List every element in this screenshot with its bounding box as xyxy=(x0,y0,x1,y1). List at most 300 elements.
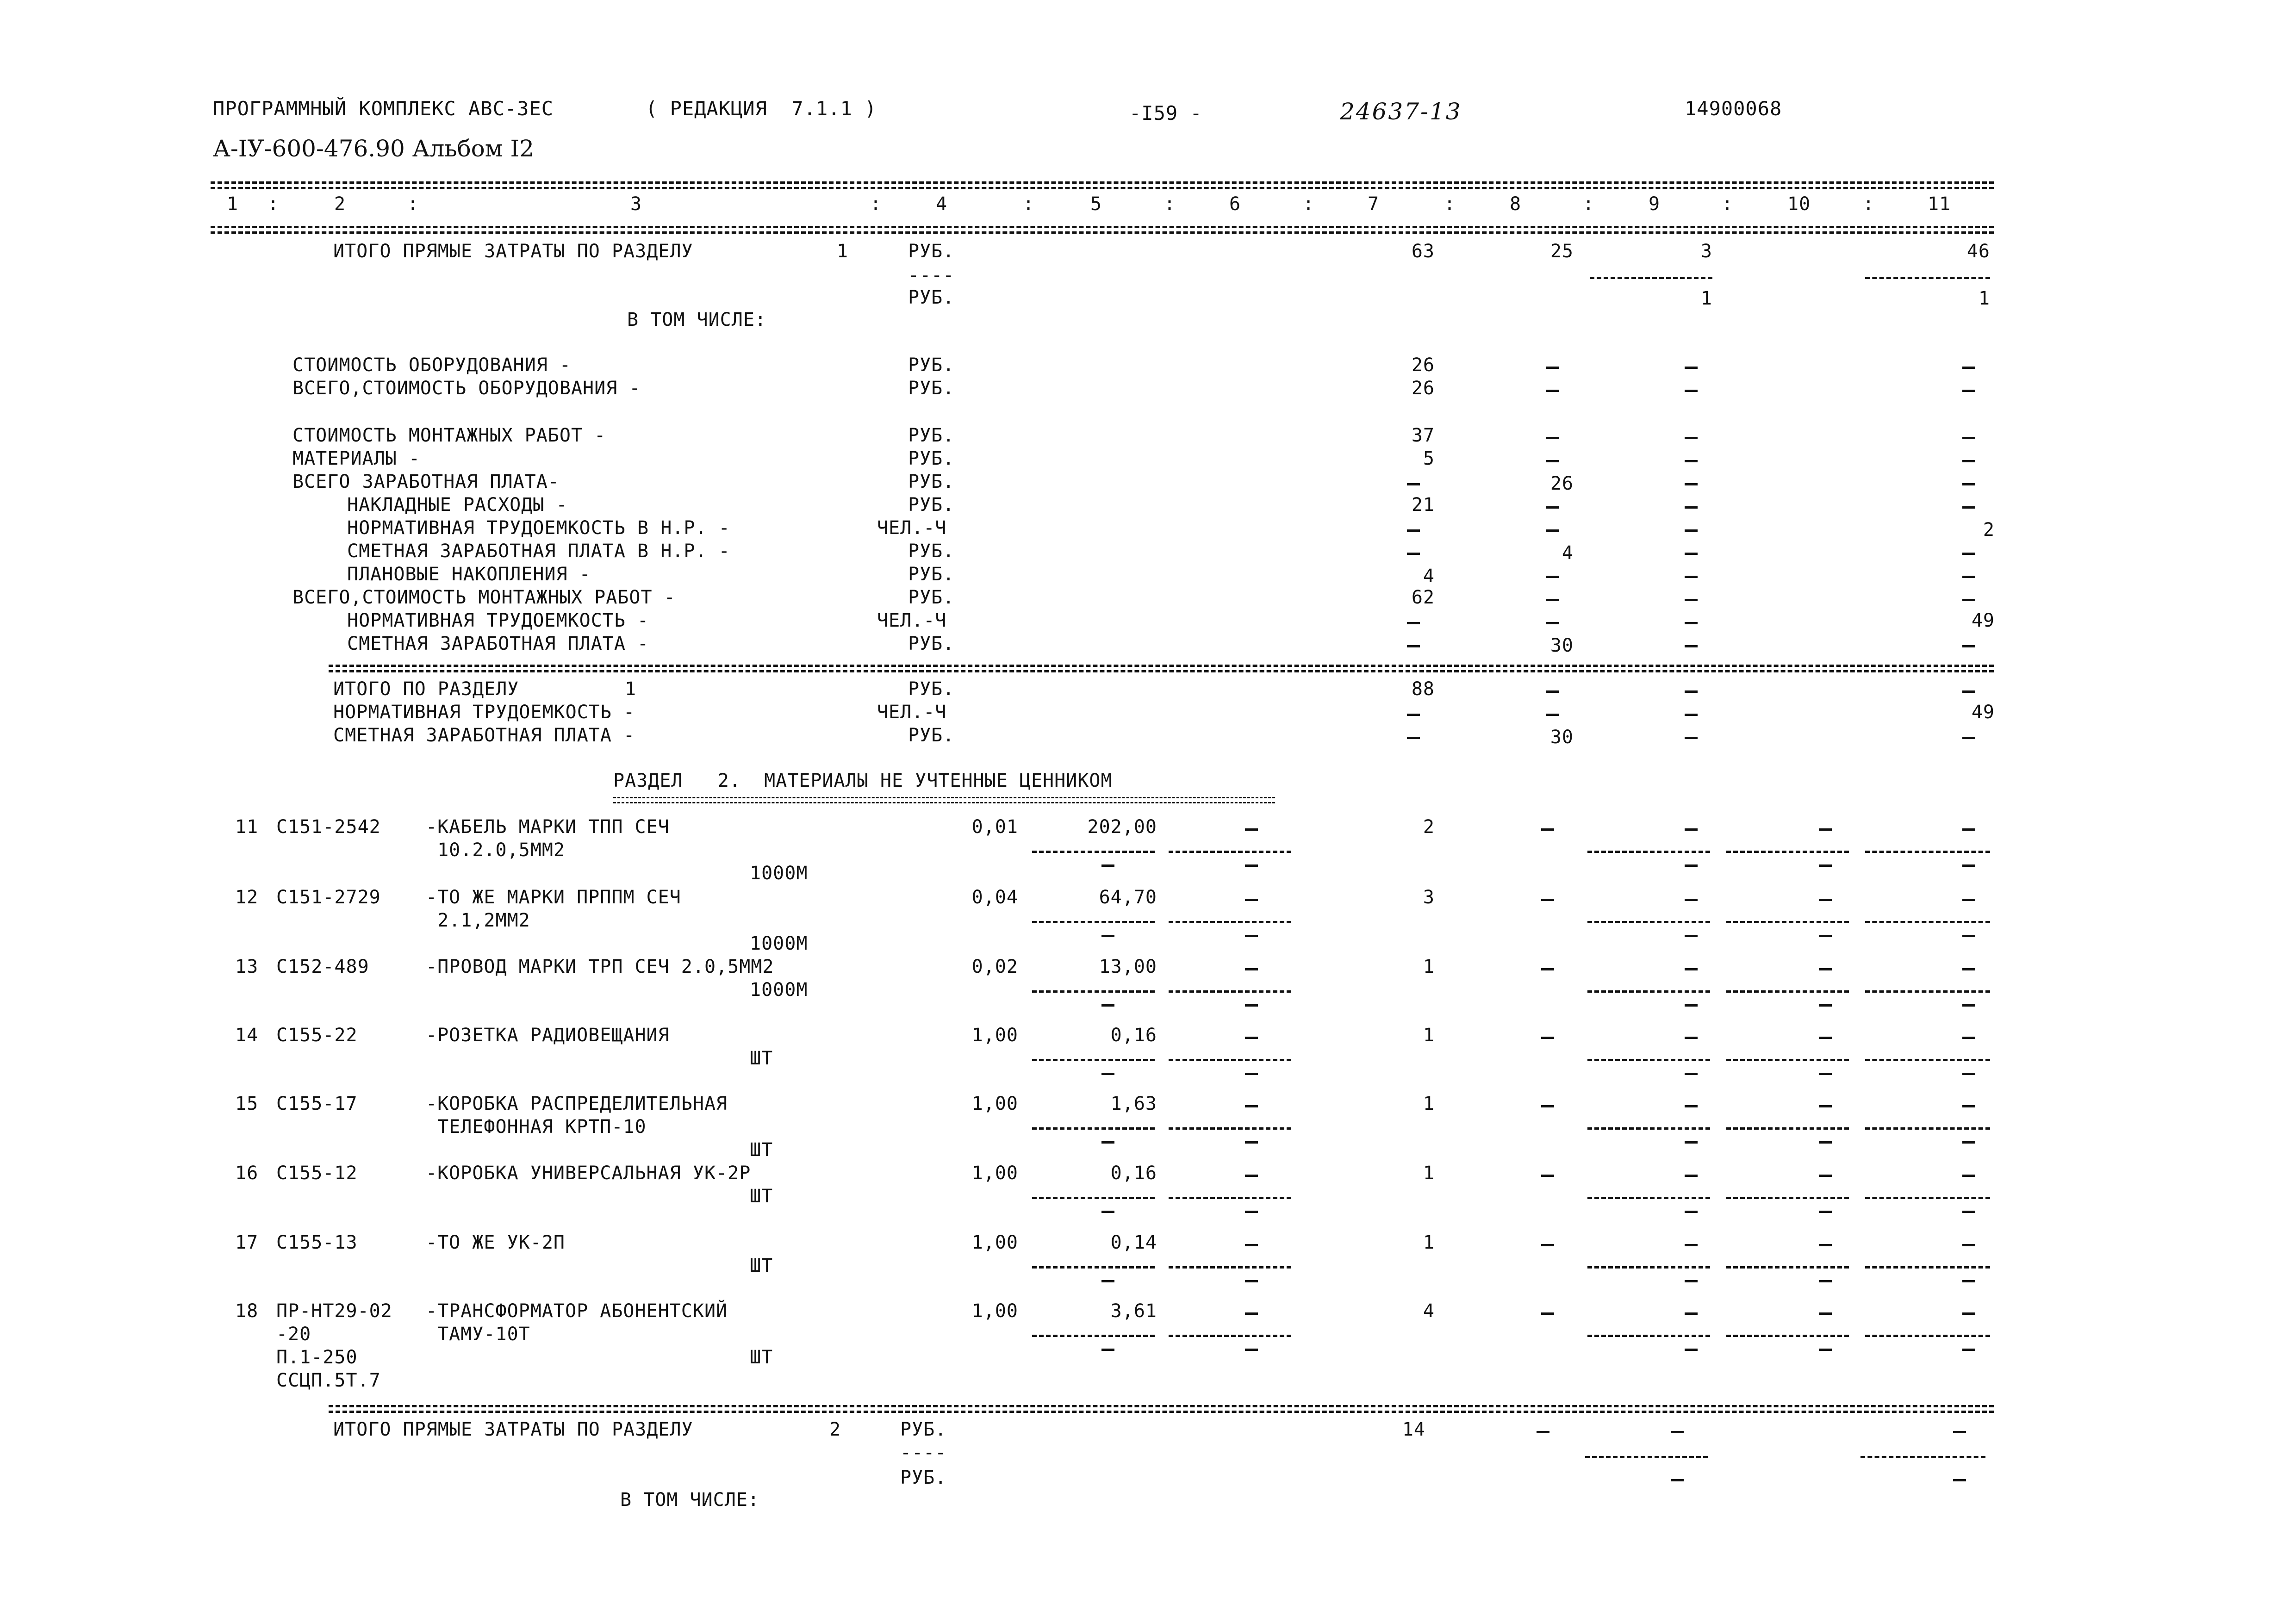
sub-rule xyxy=(1587,1059,1710,1061)
row-c11: 2 xyxy=(1983,519,1995,541)
dash xyxy=(1819,1073,1832,1075)
dash xyxy=(1245,1175,1258,1177)
dash xyxy=(1546,367,1559,369)
dash xyxy=(1819,968,1832,970)
row-c7: 21 xyxy=(1411,494,1435,516)
dash xyxy=(1245,1312,1258,1315)
dash xyxy=(1685,1004,1698,1007)
item-c7: 4 xyxy=(1423,1300,1435,1322)
row-unit: РУБ. xyxy=(908,633,955,654)
sub-rule xyxy=(1860,1456,1985,1458)
dash xyxy=(1245,935,1258,937)
section1-wage-label: СМЕТНАЯ ЗАРАБОТНАЯ ПЛАТА - xyxy=(333,725,635,746)
row-c7: 37 xyxy=(1411,425,1435,446)
item-name-1: -РОЗЕТКА РАДИОВЕЩАНИЯ xyxy=(426,1025,670,1046)
section1-total-rule xyxy=(329,665,1994,667)
item-c7: 2 xyxy=(1423,816,1435,838)
item-name-1: -ТО ЖЕ УК-2П xyxy=(426,1232,565,1253)
dash xyxy=(1962,828,1975,831)
item-name-2: 10.2.0,5ММ2 xyxy=(426,839,565,861)
section1-sub-c9: 1 xyxy=(1700,288,1712,309)
section1-sub-unit: РУБ. xyxy=(908,287,955,308)
dash xyxy=(1245,1105,1258,1107)
dash xyxy=(1685,1141,1698,1144)
row-c7: 4 xyxy=(1423,566,1435,587)
item-unit: 1000М xyxy=(750,863,808,884)
sub-rule xyxy=(1865,1127,1990,1130)
sub-rule xyxy=(1032,921,1155,923)
dash xyxy=(1819,1037,1832,1039)
item-price: 0,16 xyxy=(1110,1025,1157,1046)
row-unit: ЧЕЛ.-Ч xyxy=(877,610,947,631)
album-title: А-IУ-600-476.90 Альбом I2 xyxy=(213,135,535,162)
dash xyxy=(1245,1349,1258,1351)
dash xyxy=(1407,553,1420,555)
dash xyxy=(1819,1349,1832,1351)
row-label: СТОИМОСТЬ МОНТАЖНЫХ РАБОТ - xyxy=(292,425,606,446)
section1-sum-label: ИТОГО ПО РАЗДЕЛУ xyxy=(333,678,519,700)
item-code: С155-22 xyxy=(276,1025,358,1046)
dash xyxy=(1962,1349,1975,1351)
sub-rule xyxy=(1865,1197,1990,1199)
sub-rule xyxy=(1587,1127,1710,1130)
sub-rule xyxy=(1169,1127,1291,1130)
dash xyxy=(1245,1073,1258,1075)
row-c7: 26 xyxy=(1411,378,1435,399)
col-header-3: 3 xyxy=(630,193,642,215)
item-qty: 0,02 xyxy=(971,956,1018,977)
dash xyxy=(1685,483,1698,485)
item-name-1: -КАБЕЛЬ МАРКИ ТПП СЕЧ xyxy=(426,816,670,838)
row-unit: РУБ. xyxy=(908,494,955,516)
item-name-1: -КОРОБКА УНИВЕРСАЛЬНАЯ УК-2Р xyxy=(426,1163,751,1184)
section1-sum-num: 1 xyxy=(625,678,637,700)
sub-rule xyxy=(1865,1059,1990,1061)
sub-rule xyxy=(1032,1266,1155,1269)
section1-including: В ТОМ ЧИСЛЕ: xyxy=(627,309,766,330)
sub-rule xyxy=(1590,277,1712,279)
dash xyxy=(1541,968,1554,970)
dash xyxy=(1962,899,1975,901)
dash xyxy=(1245,828,1258,831)
item-name-2: 2.1,2ММ2 xyxy=(426,910,530,931)
dash xyxy=(1546,390,1559,392)
dash xyxy=(1245,1211,1258,1213)
item-qty: 0,04 xyxy=(971,887,1018,908)
sub-rule xyxy=(1865,990,1990,993)
col-sep: : xyxy=(1583,193,1595,215)
item-code: С155-13 xyxy=(276,1232,358,1253)
section1-total-c11: 46 xyxy=(1966,241,1990,262)
dash xyxy=(1685,864,1698,867)
dash xyxy=(1962,1105,1975,1107)
row-unit: РУБ. xyxy=(908,564,955,585)
sub-rule xyxy=(1587,990,1710,993)
row-unit: ЧЕЛ.-Ч xyxy=(877,517,947,539)
item-c7: 1 xyxy=(1423,1025,1435,1046)
dash xyxy=(1962,968,1975,970)
item-num: 14 xyxy=(235,1025,259,1046)
dash xyxy=(1962,437,1975,439)
dash xyxy=(1546,576,1559,578)
col-header-4: 4 xyxy=(936,193,948,215)
row-label: СМЕТНАЯ ЗАРАБОТНАЯ ПЛАТА - xyxy=(347,633,649,654)
item-c7: 1 xyxy=(1423,1163,1435,1184)
dash xyxy=(1407,529,1420,532)
item-price: 1,63 xyxy=(1110,1093,1157,1114)
dash xyxy=(1962,506,1975,509)
dash xyxy=(1819,1211,1832,1213)
row-c11: 49 xyxy=(1971,610,1995,631)
sub-rule xyxy=(1032,851,1155,853)
dash xyxy=(1685,390,1698,392)
sub-rule xyxy=(1032,1335,1155,1337)
dash xyxy=(1101,1004,1114,1007)
section2-total-rule-2 xyxy=(329,1411,1994,1413)
dash xyxy=(1685,576,1698,578)
section2-sub-unit: РУБ. xyxy=(900,1467,947,1488)
item-code: С151-2729 xyxy=(276,887,381,908)
row-label: СТОИМОСТЬ ОБОРУДОВАНИЯ - xyxy=(292,354,571,376)
section2-title: РАЗДЕЛ 2. МАТЕРИАЛЫ НЕ УЧТЕННЫЕ ЦЕННИКОМ xyxy=(613,770,1113,791)
row-unit: РУБ. xyxy=(908,471,955,492)
sub-rule xyxy=(1726,851,1849,853)
section1-total-rule-2 xyxy=(329,670,1994,672)
sub-rule xyxy=(1726,1059,1849,1061)
item-qty: 1,00 xyxy=(971,1093,1018,1114)
row-unit: РУБ. xyxy=(908,425,955,446)
dash xyxy=(1962,935,1975,937)
item-num: 16 xyxy=(235,1163,259,1184)
item-code: С155-12 xyxy=(276,1163,358,1184)
item-unit: ШТ xyxy=(750,1255,773,1276)
dash xyxy=(1546,714,1559,716)
dash xyxy=(1101,1349,1114,1351)
row-label: ПЛАНОВЫЕ НАКОПЛЕНИЯ - xyxy=(347,564,591,585)
item-name-1: -ПРОВОД МАРКИ ТРП СЕЧ 2.0,5ММ2 xyxy=(426,956,774,977)
doc-code: 14900068 xyxy=(1685,97,1782,120)
sub-rule xyxy=(1587,1335,1710,1337)
dash xyxy=(1962,864,1975,867)
dash xyxy=(1541,1244,1554,1246)
section1-total-c7: 63 xyxy=(1411,241,1435,262)
item-name-2: ТАМУ-10Т xyxy=(426,1324,530,1345)
dash xyxy=(1546,622,1559,624)
dash xyxy=(1962,460,1975,462)
dash xyxy=(1685,1349,1698,1351)
sub-rule xyxy=(1169,851,1291,853)
section2-total-c8-dash xyxy=(1537,1431,1549,1433)
col-header-1: 1 xyxy=(227,193,239,215)
dash xyxy=(1685,1280,1698,1282)
section2-sub-unit-mark: ---- xyxy=(900,1442,947,1463)
item-price: 202,00 xyxy=(1087,816,1157,838)
section1-total-num: 1 xyxy=(837,241,849,262)
col-sep: : xyxy=(1023,193,1035,215)
col-sep: : xyxy=(1863,193,1875,215)
item-c7: 1 xyxy=(1423,1093,1435,1114)
dash xyxy=(1819,1175,1832,1177)
item-code: С152-489 xyxy=(276,956,369,977)
item-c7: 1 xyxy=(1423,1232,1435,1253)
row-label: ВСЕГО,СТОИМОСТЬ ОБОРУДОВАНИЯ - xyxy=(292,378,641,399)
dash xyxy=(1962,1175,1975,1177)
sub-rule xyxy=(1587,851,1710,853)
dash xyxy=(1685,1175,1698,1177)
section2-sub-c9-dash xyxy=(1671,1479,1684,1481)
dash xyxy=(1962,1037,1975,1039)
dash xyxy=(1685,529,1698,532)
row-label: НОРМАТИВНАЯ ТРУДОЕМКОСТЬ - xyxy=(347,610,649,631)
dash xyxy=(1962,390,1975,392)
dash xyxy=(1819,1141,1832,1144)
dash xyxy=(1407,737,1420,739)
dash xyxy=(1245,1004,1258,1007)
item-c7: 1 xyxy=(1423,956,1435,977)
dash xyxy=(1245,1244,1258,1246)
item-price: 3,61 xyxy=(1110,1300,1157,1322)
section1-labor-unit: ЧЕЛ.-Ч xyxy=(877,702,947,723)
section1-sub-c11: 1 xyxy=(1978,288,1990,309)
col-sep: : xyxy=(268,193,280,215)
section1-total-c9: 3 xyxy=(1700,241,1712,262)
dash xyxy=(1685,506,1698,509)
sub-rule xyxy=(1169,1197,1291,1199)
row-unit: РУБ. xyxy=(908,541,955,562)
dash xyxy=(1101,935,1114,937)
sub-rule xyxy=(1726,990,1849,993)
dash xyxy=(1819,1004,1832,1007)
sub-rule xyxy=(1169,921,1291,923)
col-header-8: 8 xyxy=(1510,193,1522,215)
row-label: СМЕТНАЯ ЗАРАБОТНАЯ ПЛАТА В Н.Р. - xyxy=(347,541,730,562)
sub-rule xyxy=(1865,1335,1990,1337)
item-price: 0,16 xyxy=(1110,1163,1157,1184)
section2-title-underline xyxy=(613,797,1275,803)
dash xyxy=(1245,1037,1258,1039)
dash xyxy=(1685,714,1698,716)
dash xyxy=(1541,828,1554,831)
sub-rule xyxy=(1865,1266,1990,1269)
dash xyxy=(1962,599,1975,601)
dash xyxy=(1101,1073,1114,1075)
dash xyxy=(1962,1141,1975,1144)
section2-total-c9-dash xyxy=(1671,1431,1684,1433)
section2-total-rule xyxy=(329,1405,1994,1407)
col-header-11: 11 xyxy=(1928,193,1951,215)
dash xyxy=(1685,1105,1698,1107)
col-header-2: 2 xyxy=(334,193,346,215)
dash xyxy=(1819,899,1832,901)
dash xyxy=(1685,460,1698,462)
dash xyxy=(1685,899,1698,901)
dash xyxy=(1101,1141,1114,1144)
item-price: 64,70 xyxy=(1099,887,1157,908)
row-c7: 5 xyxy=(1423,448,1435,469)
dash xyxy=(1685,1312,1698,1315)
sub-rule xyxy=(1865,921,1990,923)
row-unit: РУБ. xyxy=(908,448,955,469)
dash xyxy=(1962,1280,1975,1282)
dash xyxy=(1546,599,1559,601)
row-label: МАТЕРИАЛЫ - xyxy=(292,448,420,469)
dash xyxy=(1962,553,1975,555)
row-c8: 30 xyxy=(1550,635,1574,656)
col-header-5: 5 xyxy=(1090,193,1102,215)
row-label: НОРМАТИВНАЯ ТРУДОЕМКОСТЬ В Н.Р. - xyxy=(347,517,730,539)
col-sep: : xyxy=(1444,193,1456,215)
dash xyxy=(1962,645,1975,647)
edition-label: ( РЕДАКЦИЯ 7.1.1 ) xyxy=(646,97,877,120)
dash xyxy=(1819,1280,1832,1282)
section1-total-unit: РУБ. xyxy=(908,241,955,262)
item-name-1: -ТРАНСФОРМАТОР АБОНЕНТСКИЙ xyxy=(426,1300,728,1322)
dash xyxy=(1546,529,1559,532)
section2-total-unit: РУБ. xyxy=(900,1419,947,1440)
item-name-1: -КОРОБКА РАСПРЕДЕЛИТЕЛЬНАЯ xyxy=(426,1093,728,1114)
page-number: -I59 - xyxy=(1129,102,1202,124)
dash xyxy=(1685,367,1698,369)
sub-rule xyxy=(1169,990,1291,993)
dash xyxy=(1541,1037,1554,1039)
dash xyxy=(1685,737,1698,739)
item-num: 12 xyxy=(235,887,259,908)
section2-total-c7: 14 xyxy=(1402,1419,1425,1440)
item-c7: 3 xyxy=(1423,887,1435,908)
dash xyxy=(1685,599,1698,601)
section2-total-c11-dash xyxy=(1953,1431,1966,1433)
dash xyxy=(1685,645,1698,647)
sub-rule xyxy=(1726,1197,1849,1199)
sub-rule xyxy=(1726,1266,1849,1269)
section2-including: В ТОМ ЧИСЛЕ: xyxy=(620,1489,759,1511)
dash xyxy=(1407,622,1420,624)
header-rule-top xyxy=(211,181,1994,184)
dash xyxy=(1962,1073,1975,1075)
dash xyxy=(1962,576,1975,578)
col-header-7: 7 xyxy=(1368,193,1380,215)
item-qty: 0,01 xyxy=(971,816,1018,838)
program-title: ПРОГРАММНЫЙ КОМПЛЕКС АВС-3ЕС xyxy=(213,97,554,120)
dash xyxy=(1541,1175,1554,1177)
dash xyxy=(1245,968,1258,970)
section2-total-label: ИТОГО ПРЯМЫЕ ЗАТРАТЫ ПО РАЗДЕЛУ xyxy=(333,1419,693,1440)
dash xyxy=(1685,1073,1698,1075)
dash xyxy=(1685,935,1698,937)
row-unit: РУБ. xyxy=(908,378,955,399)
col-sep: : xyxy=(1164,193,1176,215)
dash xyxy=(1101,1280,1114,1282)
item-num: 17 xyxy=(235,1232,259,1253)
sub-rule xyxy=(1726,1127,1849,1130)
dash xyxy=(1685,968,1698,970)
dash xyxy=(1962,483,1975,485)
col-header-10: 10 xyxy=(1787,193,1811,215)
item-code-extra-3: ССЦП.5Т.7 xyxy=(276,1370,381,1391)
dash xyxy=(1685,553,1698,555)
dash xyxy=(1541,1105,1554,1107)
col-sep: : xyxy=(870,193,882,215)
sub-rule xyxy=(1865,851,1990,853)
section2-sub-c11-dash xyxy=(1953,1479,1966,1481)
dash xyxy=(1245,899,1258,901)
row-unit: РУБ. xyxy=(908,587,955,608)
section1-total-label: ИТОГО ПРЯМЫЕ ЗАТРАТЫ ПО РАЗДЕЛУ xyxy=(333,241,693,262)
sub-rule xyxy=(1585,1456,1708,1458)
dash xyxy=(1962,367,1975,369)
dash xyxy=(1819,1244,1832,1246)
section1-sub-unit-mark: ---- xyxy=(908,265,955,286)
col-sep: : xyxy=(1722,193,1734,215)
section2-total-num: 2 xyxy=(829,1419,841,1440)
item-num: 11 xyxy=(235,816,259,838)
item-code-extra-2: П.1-250 xyxy=(276,1347,358,1368)
section1-total-c8: 25 xyxy=(1550,241,1574,262)
item-unit: ШТ xyxy=(750,1139,773,1161)
col-sep: : xyxy=(1303,193,1315,215)
col-sep: : xyxy=(407,193,419,215)
dash xyxy=(1245,864,1258,867)
dash xyxy=(1685,1211,1698,1213)
dash xyxy=(1685,690,1698,693)
dash xyxy=(1819,864,1832,867)
sub-rule xyxy=(1726,921,1849,923)
sub-rule xyxy=(1032,990,1155,993)
item-name-2: ТЕЛЕФОННАЯ КРТП-10 xyxy=(426,1116,647,1138)
item-code: ПР-НТ29-02 xyxy=(276,1300,392,1322)
item-qty: 1,00 xyxy=(971,1232,1018,1253)
sub-rule xyxy=(1032,1059,1155,1061)
section1-sum-c7: 88 xyxy=(1411,678,1435,700)
sub-rule xyxy=(1032,1197,1155,1199)
dash xyxy=(1546,460,1559,462)
sub-rule xyxy=(1169,1335,1291,1337)
handwritten-doc-number: 24637-13 xyxy=(1340,98,1462,125)
dash xyxy=(1245,1280,1258,1282)
dash xyxy=(1962,690,1975,693)
item-code: С151-2542 xyxy=(276,816,381,838)
item-price: 13,00 xyxy=(1099,956,1157,977)
dash xyxy=(1962,737,1975,739)
row-c7: 26 xyxy=(1411,354,1435,376)
dash xyxy=(1962,1312,1975,1315)
item-unit: ШТ xyxy=(750,1048,773,1069)
dash xyxy=(1245,1141,1258,1144)
header-rule-top-2 xyxy=(211,187,1994,189)
item-price: 0,14 xyxy=(1110,1232,1157,1253)
dash xyxy=(1546,690,1559,693)
row-c7: 62 xyxy=(1411,587,1435,608)
row-unit: РУБ. xyxy=(908,354,955,376)
item-num: 15 xyxy=(235,1093,259,1114)
sub-rule xyxy=(1865,277,1990,279)
dash xyxy=(1407,645,1420,647)
sub-rule xyxy=(1169,1266,1291,1269)
dash xyxy=(1546,437,1559,439)
col-header-9: 9 xyxy=(1649,193,1661,215)
section1-wage-unit: РУБ. xyxy=(908,725,955,746)
item-num: 18 xyxy=(235,1300,259,1322)
item-name-1: -ТО ЖЕ МАРКИ ПРППМ СЕЧ xyxy=(426,887,681,908)
dash xyxy=(1819,1312,1832,1315)
item-unit: ШТ xyxy=(750,1347,773,1368)
row-c8: 4 xyxy=(1562,542,1574,564)
item-qty: 1,00 xyxy=(971,1025,1018,1046)
row-label: НАКЛАДНЫЕ РАСХОДЫ - xyxy=(347,494,568,516)
item-num: 13 xyxy=(235,956,259,977)
item-qty: 1,00 xyxy=(971,1300,1018,1322)
dash xyxy=(1685,1244,1698,1246)
